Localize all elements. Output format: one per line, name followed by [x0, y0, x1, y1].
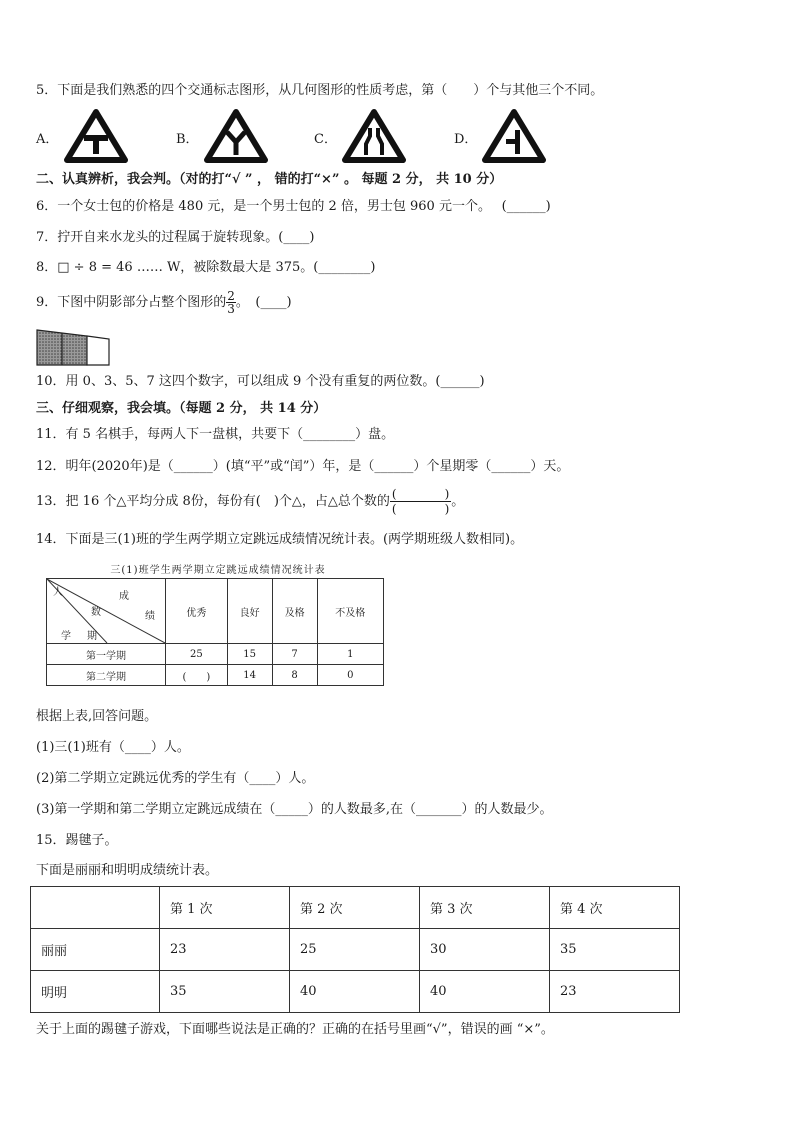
question-9-text [36, 290, 292, 315]
fraction-blank-numerator: ( ) [391, 487, 450, 501]
header-cell-empty [31, 887, 160, 929]
table-row [47, 665, 384, 686]
table-cell: 30 [420, 929, 550, 971]
header-cell: 第 3 次 [420, 887, 550, 929]
question-15-text: 15．踢毽子。 [36, 833, 118, 848]
question-6-text: 6．一个女士包的价格是 480 元，是一个男士包的 2 倍，男士包 960 元一个。 (______) [36, 199, 551, 214]
jump-score-table [46, 564, 390, 686]
question-14-sub-3: (3)第一学期和第二学期立定跳远成绩在（_____）的人数最多,在（_______）的人数最少。 [36, 802, 553, 817]
table-cell: 1 [317, 644, 383, 665]
fraction-two-thirds [226, 290, 236, 315]
question-14-prompt: 根据上表,回答问题。 [36, 709, 158, 724]
traffic-sign-options [36, 108, 596, 164]
question-9-lead: 9．下图中阴影部分占整个图形的 [36, 295, 227, 310]
table-cell: 23 [160, 929, 290, 971]
narrow-road-sign-icon [342, 108, 406, 164]
column-header: 良好 [227, 579, 272, 644]
question-14-text: 14．下面是三(1)班的学生两学期立定跳远成绩情况统计表。(两学期班级人数相同)。 [36, 532, 524, 547]
fraction-blank-denominator: ( ) [391, 502, 450, 516]
section-2-title: 二、认真辨析，我会判。（对的打“√ ” ， 错的打“×” 。 每题 2 分， 共 10 分） [36, 172, 503, 187]
option-c-label: C． [314, 132, 337, 147]
y-junction-sign-icon [204, 108, 268, 164]
table-header-row [31, 887, 680, 929]
column-header: 优秀 [166, 579, 228, 644]
table-cell: 40 [420, 971, 550, 1013]
table-cell: 40 [290, 971, 420, 1013]
table-cell: 14 [227, 665, 272, 686]
row-label: 第一学期 [47, 644, 166, 665]
table-cell: 15 [227, 644, 272, 665]
corner-char-d: 绩 [145, 611, 155, 622]
shaded-rectangle-figure [36, 329, 112, 367]
question-8-text: 8．□ ÷ 8 = 46 …… W，被除数最大是 375。(________) [36, 260, 376, 275]
question-13-text [36, 487, 464, 516]
question-15-caption: 下面是丽丽和明明成绩统计表。 [36, 863, 219, 878]
row-label: 第二学期 [47, 665, 166, 686]
table-row [47, 644, 384, 665]
question-10-text: 10．用 0、3、5、7 这四个数字，可以组成 9 个没有重复的两位数。(______) [36, 374, 485, 389]
shuttlecock-score-table [30, 886, 680, 1013]
question-14-sub-2: (2)第二学期立定跳远优秀的学生有（____）人。 [36, 771, 315, 786]
question-15-footer: 关于上面的踢毽子游戏，下面哪些说法是正确的？正确的在括号里画“√”，错误的画 “×”。 [36, 1022, 554, 1037]
corner-char-b: 成 [119, 591, 129, 602]
table-corner-header [47, 579, 166, 644]
table-cell: 23 [550, 971, 680, 1013]
question-11-text: 11．有 5 名棋手，每两人下一盘棋，共要下（________）盘。 [36, 427, 395, 442]
question-13-tail: 。 [451, 494, 465, 509]
section-3-title: 三、仔细观察，我会填。（每题 2 分， 共 14 分） [36, 401, 327, 416]
side-road-sign-icon [482, 108, 546, 164]
corner-char-c: 数 [91, 607, 101, 618]
table-cell: 35 [160, 971, 290, 1013]
question-12-text: 12．明年(2020年)是（______）(填“平”或“闰”）年，是（______）个星期零（______）天。 [36, 459, 570, 474]
question-5-text: 5．下面是我们熟悉的四个交通标志图形，从几何图形的性质考虑，第（ ）个与其他三个不同。 [36, 83, 604, 98]
corner-char-f: 期 [87, 631, 97, 642]
column-header: 不及格 [317, 579, 383, 644]
table-cell: 8 [272, 665, 317, 686]
question-14-sub-1: (1)三(1)班有（____）人。 [36, 740, 190, 755]
table-cell: 35 [550, 929, 680, 971]
table-cell: 0 [317, 665, 383, 686]
fraction-numerator: 2 [227, 289, 235, 303]
fraction-denominator: 3 [227, 302, 235, 316]
header-cell: 第 4 次 [550, 887, 680, 929]
corner-char-e: 学 [61, 631, 71, 642]
option-d-label: D． [454, 132, 478, 147]
t-junction-sign-icon [64, 108, 128, 164]
table-row [31, 971, 680, 1013]
corner-char-a: 人 [53, 587, 63, 598]
table-cell: 7 [272, 644, 317, 665]
option-a-label: A． [36, 132, 59, 147]
jump-table-title: 三(1)班学生两学期立定跳远成绩情况统计表 [110, 565, 326, 576]
question-7-text: 7．拧开自来水龙头的过程属于旋转现象。(____) [36, 230, 315, 245]
table-cell: 25 [290, 929, 420, 971]
header-cell: 第 2 次 [290, 887, 420, 929]
row-label: 丽丽 [31, 929, 160, 971]
fraction-blank [390, 487, 451, 516]
question-13-lead: 13．把 16 个△平均分成 8份，每份有( )个△，占△总个数的 [36, 494, 390, 509]
header-cell: 第 1 次 [160, 887, 290, 929]
table-cell: 25 [166, 644, 228, 665]
table-row [31, 929, 680, 971]
row-label: 明明 [31, 971, 160, 1013]
column-header: 及格 [272, 579, 317, 644]
question-9-tail: 。 (____) [235, 295, 292, 310]
option-b-label: B． [176, 132, 199, 147]
blank-answer-cell[interactable]: ( ) [166, 665, 228, 686]
